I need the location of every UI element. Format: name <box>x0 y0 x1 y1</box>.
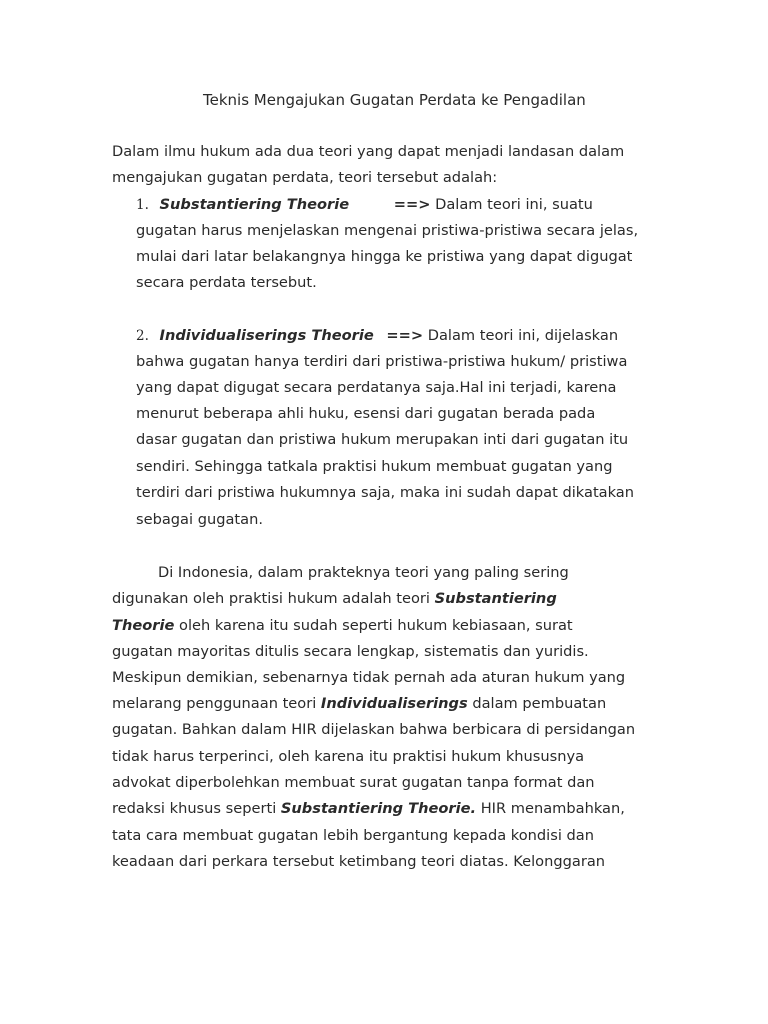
list-item-1-line-3: mulai dari latar belakangnya hingga ke pristiwa yang dapat digugat <box>136 248 633 265</box>
paragraph-line-2 <box>112 587 557 611</box>
list-item-2-line-7: terdiri dari pristiwa hukumnya saja, maka ini sudah dapat dikatakan <box>136 484 634 501</box>
paragraph-line-5: Meskipun demikian, sebenarnya tidak pernah ada aturan hukum yang <box>112 669 626 686</box>
list-item-1-text: Dalam teori ini, suatu <box>430 196 593 213</box>
paragraph-text: melarang penggunaan teori <box>112 695 321 712</box>
term-substantiering-theorie: Substantiering Theorie. <box>280 800 477 817</box>
paragraph-line-4: gugatan mayoritas ditulis secara lengkap, sistematis dan yuridis. <box>112 643 589 660</box>
term-substantiering-theorie: Substantiering Theorie <box>159 196 350 213</box>
list-number-1: 1. <box>136 197 149 213</box>
paragraph-line-1: Di Indonesia, dalam prakteknya teori yang paling sering <box>158 564 569 581</box>
list-item-2-line-2: bahwa gugatan hanya terdiri dari pristiwa-pristiwa hukum/ pristiwa <box>136 353 628 370</box>
list-item-2-line-4: menurut beberapa ahli huku, esensi dari gugatan berada pada <box>136 405 596 422</box>
paragraph-text: oleh karena itu sudah seperti hukum kebiasaan, surat <box>174 617 573 634</box>
paragraph-line-9: advokat diperbolehkan membuat surat gugatan tanpa format dan <box>112 774 595 791</box>
intro-line-1: Dalam ilmu hukum ada dua teori yang dapat menjadi landasan dalam <box>112 143 625 160</box>
paragraph-line-10 <box>112 797 625 821</box>
paragraph-text: dalam pembuatan <box>467 695 607 712</box>
paragraph-text: HIR menambahkan, <box>476 800 625 817</box>
list-item-1-first-line <box>136 193 593 217</box>
list-item-2-line-6: sendiri. Sehingga tatkala praktisi hukum membuat gugatan yang <box>136 458 613 475</box>
list-item-2-first-line <box>136 324 618 348</box>
paragraph-line-6 <box>112 692 606 716</box>
paragraph-line-3 <box>112 614 573 638</box>
list-item-2-text: Dalam teori ini, dijelaskan <box>423 327 619 344</box>
paragraph-line-8: tidak harus terperinci, oleh karena itu praktisi hukum khususnya <box>112 748 585 765</box>
term-individualiserings: Individualiserings <box>320 695 468 712</box>
list-item-2-line-5: dasar gugatan dan pristiwa hukum merupakan inti dari gugatan itu <box>136 431 629 448</box>
list-item-1-line-2: gugatan harus menjelaskan mengenai pristiwa-pristiwa secara jelas, <box>136 222 639 239</box>
paragraph-line-11: tata cara membuat gugatan lebih bergantung kepada kondisi dan <box>112 827 594 844</box>
list-item-1-line-4: secara perdata tersebut. <box>136 274 317 291</box>
term-substantiering: Substantiering <box>434 590 557 607</box>
paragraph-text: digunakan oleh praktisi hukum adalah teori <box>112 590 435 607</box>
term-theorie: Theorie <box>112 617 175 634</box>
list-item-2-line-8: sebagai gugatan. <box>136 511 263 528</box>
intro-line-2: mengajukan gugatan perdata, teori tersebut adalah: <box>112 169 498 186</box>
paragraph-text: redaksi khusus seperti <box>112 800 281 817</box>
arrow-symbol: ==> <box>386 327 424 344</box>
arrow-symbol: ==> <box>393 196 431 213</box>
list-item-2-line-3: yang dapat digugat secara perdatanya saja.Hal ini terjadi, karena <box>136 379 617 396</box>
paragraph-line-12: keadaan dari perkara tersebut ketimbang teori diatas. Kelonggaran <box>112 853 606 870</box>
paragraph-line-7: gugatan. Bahkan dalam HIR dijelaskan bahwa berbicara di persidangan <box>112 721 636 738</box>
term-individualiserings-theorie: Individualiserings Theorie <box>159 327 374 344</box>
document-title: Teknis Mengajukan Gugatan Perdata ke Pengadilan <box>203 91 586 109</box>
list-number-2: 2. <box>136 328 149 344</box>
